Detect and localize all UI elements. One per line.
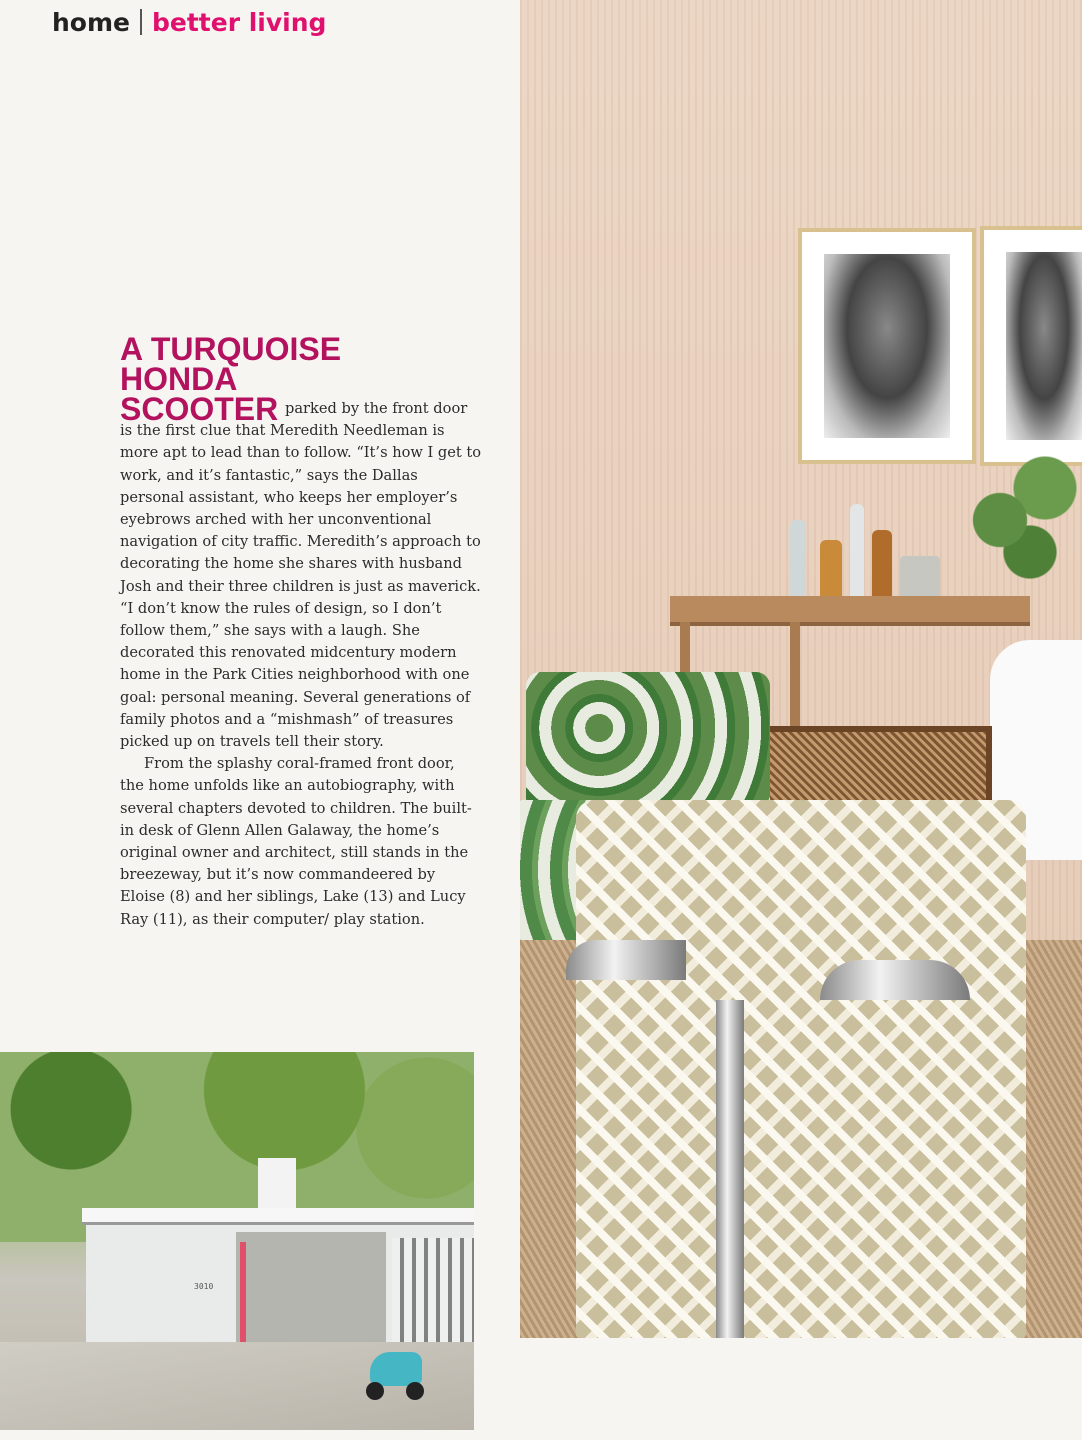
article (120, 331, 482, 931)
paragraph-1-text: parked by the front door is the first clue that Meredith Needleman is more apt to lead than to follow. “It’s how I get to work, and it’s fantastic,” says the Dallas personal assistant, who keeps her employer’s eyebrows arched with her unconventional navigation of city traffic. Meredith’s approach to decorating the home she shares with husband Josh and their three children is just as maverick. “I don’t know the rules of design, so I don’t follow them,” she says with a laugh. She decorated this renovated midcentury modern home in the Park Cities neighborhood with one goal: personal meaning. Several generations of family photos and a “mishmash” of treasures picked up on travels tell their story. (120, 400, 482, 751)
headline-line-3: SCOOTER (120, 391, 279, 427)
chrome-arm-left (566, 940, 686, 980)
living-room-photo (520, 0, 1082, 1338)
house-exterior-photo (0, 1052, 474, 1430)
page-header (52, 4, 326, 40)
bar-console-table (670, 596, 1030, 626)
chrome-leg (716, 1000, 744, 1338)
section-label: home (52, 7, 130, 37)
header-divider (140, 9, 142, 35)
breezeway (236, 1232, 386, 1342)
patterned-armchair (576, 800, 1026, 1338)
article-paragraph-1 (120, 398, 482, 753)
coral-front-door (240, 1242, 246, 1342)
portrait-frame-man (798, 228, 976, 464)
subsection-label: better living (151, 7, 327, 37)
table-leg (790, 622, 800, 742)
chimney (258, 1158, 296, 1214)
article-paragraph-2: From the splashy coral-framed front door, the home unfolds like an autobiography, with several chapters devoted to children. The built-in desk of Glenn Allen Galaway, the home’s original owner and architect, still stands in the breezeway, but it’s now commandeered by Eloise (8) and her siblings, Lake (13) and Lucy Ray (11), as their computer/ play station. (120, 755, 472, 928)
headline-line-2: HONDA (120, 361, 238, 397)
plant-arrangement (940, 440, 1082, 600)
house-roofline (82, 1208, 474, 1225)
portrait-frame-woman (980, 226, 1082, 466)
bar-bottles (760, 500, 960, 600)
headline-line-1: A TURQUOISE (120, 331, 342, 367)
cane-sofa-back (754, 726, 992, 808)
chrome-arm-right (820, 960, 970, 1000)
breeze-block-screen (392, 1238, 474, 1346)
sofa-cushion (526, 672, 770, 812)
house-number: 3010 (194, 1282, 214, 1291)
scooter-icon (360, 1334, 430, 1404)
